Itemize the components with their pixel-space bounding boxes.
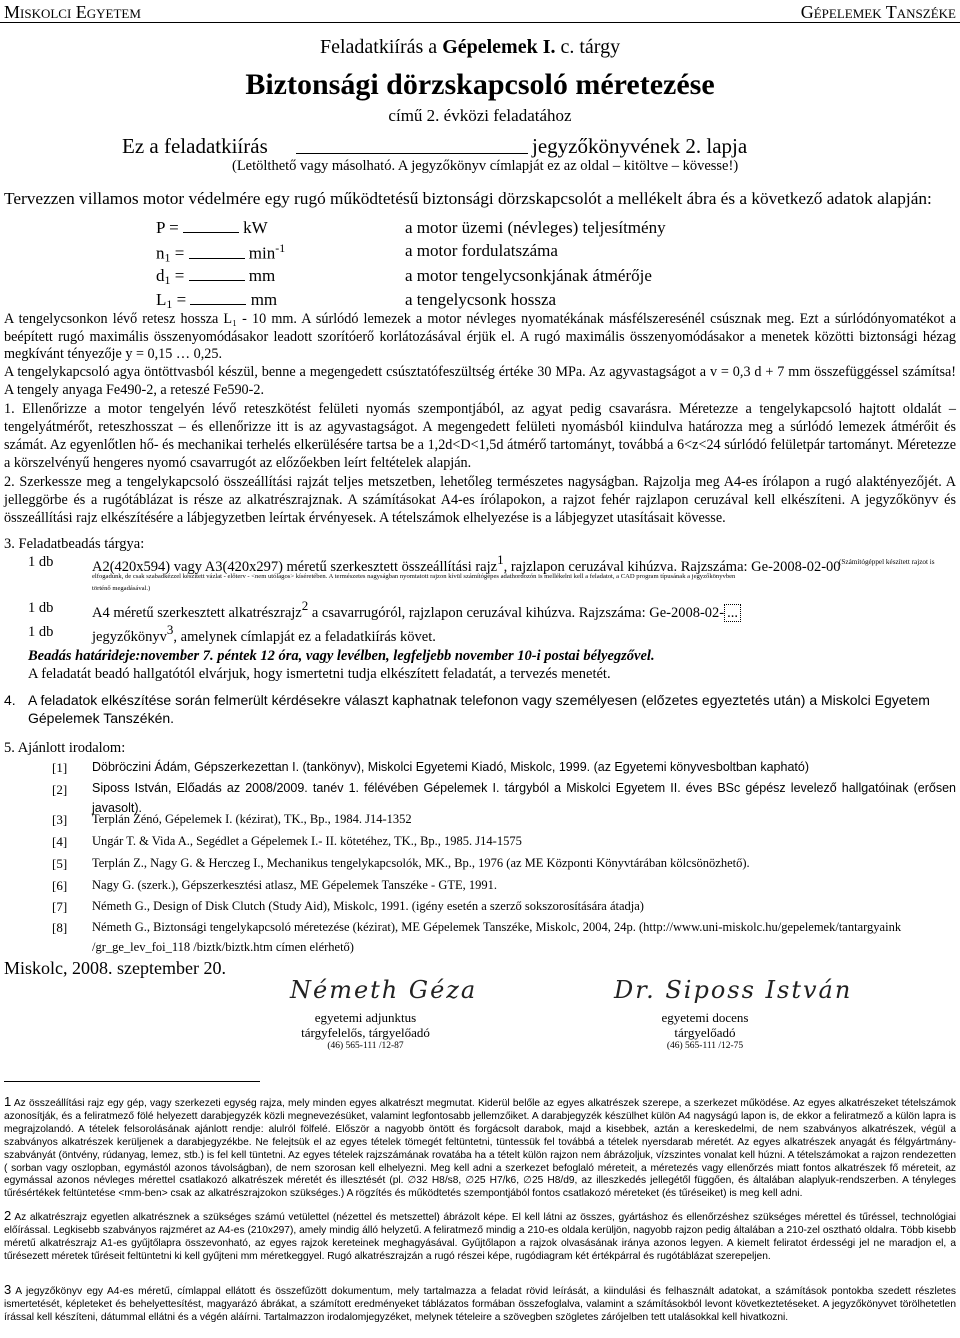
deliverable-qty: 1 db (28, 600, 54, 616)
ref-text: Siposs István, Előadás az 2008/2009. tanév 1. félévében Gépelemek I. tárgyból a Miskolci Egyetem II. éves BSc gépész levelező hallgatóinak (erősen (92, 781, 956, 795)
signer-duty: tárgyelőadó (674, 1025, 736, 1040)
drawing-number-field: ... (724, 604, 741, 622)
ez-left: Ez a feladatkiírás (122, 134, 268, 158)
deliverable-qty: 1 db (28, 554, 54, 570)
ref-number: [2] (52, 782, 68, 797)
param-desc: a motor tengelycsonkjának átmérője (405, 266, 652, 285)
item2-line: jelleggörbe és a rugótáblázat is része az alkatrészrajznak. A számításokat A4-es írólapokon, a rajzot fehér rajzlapon ceruzával kell elkészíteni. A jegyzőkönyv és (4, 492, 956, 508)
ref-text: Döbröczini Ádám, Gépszerkezettan I. (tankönyv), Miskolci Egyetemi Kiadó, Miskolc, 1999. (az Egyetemi könyvesboltban kapható) (92, 760, 809, 774)
param-subscript: 1 (164, 250, 171, 265)
footnote-3 (4, 1284, 956, 1336)
item2-line: 2. Szerkessze meg a tengelykapcsoló összeállítási rajzát teljes metszetben, lehetőleg természetes nagyságban. Rajzolja meg A4-es írólapon a rugó alaktényezőjét. A (4, 474, 956, 490)
param-subscript: 1 (164, 272, 171, 287)
item1-line: 1. Ellenőrizze a motor tengelyén lévő reteszkötést felületi nyomás szempontjából, az agyat pedig csavarásra. Méretezze a tengelykapcsoló hajtott oldalát – (4, 401, 956, 417)
param-desc: a motor üzemi (névleges) teljesítmény (405, 218, 666, 237)
param-unit: mm (250, 290, 278, 309)
footnote-number: 1 (4, 1096, 12, 1109)
deliverable-tail: , amelynek címlapját ez a feladatkiírás követ. (173, 629, 436, 646)
deliverable-report (92, 622, 436, 646)
param-subscript: 1 (166, 296, 173, 311)
param-desc: a motor fordulatszáma (405, 241, 558, 260)
ref-text-cont: javasolt). (92, 801, 143, 815)
deliverable-small-note: (Számítógéppel készített rajzot is (839, 558, 935, 566)
param-unit: min (248, 243, 276, 263)
para1-line: A tengelykapcsoló agya öntöttvasból készül, benne a megengedett csúsztatófeszültség értéke 30 MPa. Az agyvastagságot a v = 0,3 d + 7 mm összefüggéssel számítsa! (4, 364, 956, 380)
param-l1: $L_1$ = mm (156, 290, 278, 311)
ref-number: [1] (52, 760, 68, 775)
param-symbol: d (156, 266, 165, 285)
param-blank (190, 304, 246, 305)
literature-heading: 5. Ajánlott irodalom: (4, 740, 126, 756)
assignment-line (320, 36, 620, 59)
ref-number: [4] (52, 834, 68, 849)
param-blank (189, 280, 245, 281)
place-date: Miskolc, 2008. szeptember 20. (4, 958, 226, 978)
ref-text: Nagy G. (szerk.), Gépszerkesztési atlasz, ME Gépelemek Tanszéke - GTE, 1991. (92, 878, 497, 892)
deliverable-small-note: történő megadásával.) (92, 585, 151, 592)
param-d1: $d_1$ = mm (156, 266, 276, 287)
ref-text: Terplán Zénó, Gépelemek I. (kézirat), TK., Bp., 1984. J14-1352 (92, 812, 412, 826)
footnote-1 (4, 1096, 956, 1206)
signer-phone: (46) 565-111 /12-75 (666, 1041, 744, 1051)
signer-phone: (46) 565-111 /12-87 (327, 1041, 404, 1051)
department-name: Gépelemek Tanszéke (800, 2, 956, 22)
deliverable-tail: a csavarrugóról, rajzlapon ceruzával kihúzva. Rajzszáma: Ge-2008-02- (308, 605, 725, 622)
ref-text-cont: /gr_ge_lev_foi_118 /biztk/biztk.htm címen elérhető) (92, 940, 354, 954)
footnote-text: Az összeállítási rajz egy gép, vagy szerkezeti egység rajza, mely minden egyes alkatrészt megmutat. Kiderül belőle az egyes alkatrészek szerepe, a szerkezet működése. Az egyes alkatrészeket tételszámok azonosítják, és a feliratmező fölé helyezett darabjegyzék közli megnevezésüket, valamint legfontosabb jellemzőiket. A darabjegyzék készülhet külön A4 nagyságú lapon is, de ekkor a feliratmező a külön lapra is megrajzolandó. A tételek felsorolásának ajánlott rendje: alulról fölfelé. Először a nagyobb öntött és forgácsolt darabok, majd a kisebbek, aztán a kereskedelmi, de nem szabványos alkatrészek, végül a szabványos alkatrészek kerüljenek a darabjegyzékbe. Ne felejtsük el az egyes tételek tömegét feltüntetni, tüntessük fel továbbá a tételek nyersdarab méretét. Az egyes alkatrészek anyagát és félgyártmány-szabványát (öntvény, rúdanyag, lemez, stb.) is fel kell tüntetni. Az egyes tételek rajzszámának rovatába ha a tételt külön rajzon nem ábrázoljuk, vízszintes vonalat kell húzni. A tételszámokat a rajzon rendezetten ( sorban vagy oszlopban, egymástól azonos távolságban), de nem szorosan kell elhelyezni. Meg kell adni a szerkezet befoglaló méreteit, a méretezés vagy ellenőrzés miatt fontos alkatrészek fő méreteit, az egymással azonos névleges mérettel csatlakozó alkatrészek méretét és illesztését (pl. ∅32 H8/s8, ∅25 H7/k6, ∅25 H8/d9, az illeszkedés jellegétől függően, és általában alaplyuk-rendszerben. A tényleges tűrésértékek feltüntetése <mm-ben> csak az alkatrészrajzokon szükséges.) A rögzítés és működtetés szempontjából fontos csatlakozó méreteket (és tűréseiket) is meg kell adni. (4, 1098, 956, 1200)
university-name: Miskolci Egyetem (4, 2, 141, 22)
ref-number: [5] (52, 856, 68, 871)
deliverable-part-drawing (92, 598, 741, 622)
page-subtitle: című 2. évközi feladatához (388, 106, 572, 125)
signer-role: egyetemi docens (661, 1010, 749, 1025)
page-title: Biztonsági dörzskapcsoló méretezése (245, 68, 715, 101)
param-desc: a tengelycsonk hossza (405, 290, 557, 309)
param-symbol: P (156, 218, 165, 237)
deliverable-tail: , rajzlapon ceruzával kihúzva. Rajzszáma: Ge-2008-02-00 (503, 559, 841, 576)
ez-right: jegyzőkönyvének 2. lapja (532, 134, 748, 158)
param-unit: mm (248, 266, 276, 285)
course-name: Gépelemek I. (442, 36, 556, 58)
para1-line: beépített rugó maximális összenyomódásakor leadott szorítóerő korlátozásával érjük el. A rugó maximális összenyomódásakor a menetek közötti biztonsági hézag (4, 329, 956, 345)
param-blank (183, 232, 239, 233)
item4-line: A feladatok elkészítése során felmerült kérdésekre választ kaphatnak telefonon vagy személyesen (előzetes egyeztetés után) a Miskolci Egyetem (28, 692, 930, 708)
copy-note: (Letölthető vagy másolható. A jegyzőkönyv címlapját ez az oldal – kitöltve – kövesse!) (232, 158, 739, 174)
footnote-2 (4, 1210, 956, 1282)
signature-nemeth: Németh Géza (290, 976, 478, 1004)
deliverable-text: jegyzőkönyv (92, 629, 167, 646)
deliverable-text: A2(420x594) vagy A3(420x297) méretű szerkesztett összeállítási rajz (92, 559, 498, 576)
param-symbol: n (156, 243, 165, 263)
assignment-prefix: Feladatkiírás a (320, 36, 443, 58)
ref-number: [7] (52, 899, 68, 914)
param-symbol: L (156, 290, 167, 309)
footnote-ref: 3 (166, 622, 174, 637)
item2-line: összeállítási rajz elkészítésére a lábjegyzetben leírtak érvényesek. A tételszámok elhelyezése is a lábjegyzet utasításait kövesse. (4, 510, 726, 526)
assignment-suffix: c. tárgy (555, 36, 621, 58)
ref-text: Németh G., Design of Disk Clutch (Study Aid), Miskolc, 1991. (igény esetén a szerző sokszorosítására átadja) (92, 899, 644, 913)
signer-role: egyetemi adjunktus (314, 1010, 417, 1025)
item4-num: 4. (4, 692, 16, 708)
footnote-ref: 1 (497, 552, 504, 567)
para1-line: A tengely anyaga Fe490-2, a reteszé Fe590-2. (4, 382, 265, 398)
header-rule (0, 22, 960, 23)
item3-heading: 3. Feladatbeadás tárgya: (4, 536, 145, 552)
deadline: Beadás határideje:november 7. péntek 12 óra, vagy levélben, legfeljebb november 10-i postai bélyegzővel. (28, 648, 655, 664)
param-superscript: -1 (275, 241, 286, 255)
footnote-text: A jegyzőkönyv egy A4-es méretű, címlappal ellátott és összefűzött dokumentum, mely tartalmazza a feladat rövid leírását, a kiindulási és felhasznált adatokat, a számítások pontokba szedett részletes ismertetését, képleteket és behelyettesítést, magyarázó ábrákat, a számított eredményeket táblázatos formában összefoglalva, valamint a számításokból levont következtetéseket. A jegyzőkönyvet törölhetetlen írással kell készíteni, dátummal ellátni és a végén aláírni. Tartalmazzon irodalomjegyzéket, melynek tételeire a szövegben szögletes zárójelben tett utalásokkal kell hivatkozni. (4, 1286, 956, 1323)
signature-siposs: Dr. Siposs István (614, 976, 853, 1004)
param-blank (189, 258, 245, 259)
param-n1: $n_1 = \min^{-1}$ (156, 241, 286, 265)
ref-number: [3] (52, 812, 68, 827)
signer-duty: tárgyfelelős, tárgyelőadó (301, 1025, 430, 1040)
ref-number: [6] (52, 878, 68, 893)
footnote-number: 2 (4, 1210, 12, 1223)
deliverable-qty: 1 db (28, 624, 54, 640)
footnote-text: Az alkatrészrajz egyetlen alkatrésznek a szükséges számú vetülettel (nézettel és metszettel) ábrázolt képe. El kell látni az összes, gyártáshoz és ellenőrzéshez szükséges mérettel és tűréssel, technológiai előírással. Legkisebb szabványos rajzméret az A4-es (210x297), amely mindig álló helyzetű. A feliratmező mindig a 210-es oldala kerüljön, nagyobb rajzon pedig általában a 210-zel osztható oldalra. Több kisebb méretű alkatrészrajz A1-es gyűjtőlapra összevonható, az egyes rajzok kereteinek meghagyásával. Gyűjtőlapon a rajzok olvasásának iránya azonos legyen. A kiemelt feliratot érdességi jel ne maradjon el, a tűrésezett méretek tűréseit feltüntetni ki kell gyűjteni mm méretkeggyel. Rugó alkatrészrajzán a rugó részei képe, rugódiagram két értékpárral és rugótáblázat szerepeljen. (4, 1212, 956, 1262)
ez-blank (296, 153, 528, 154)
footnote-number: 3 (4, 1284, 12, 1297)
item1-line: számát. Az egyenlőtlen hő- és mechanikai terhelés elkerülésére tartsa be a 1,2d<D<1,5d átmérő tartományt, továbbá a 6<z<24 súrlódó felületpár tartományt. Méretezze (4, 437, 956, 453)
deadline-note: A feladatát beadó hallgatótól elvárjuk, hogy ismertetni tudja elkészített feladatát, a tervezés menetét. (28, 666, 611, 682)
intro-text: Tervezzen villamos motor védelmére egy rugó működtetésű biztonsági dörzskapcsolót a mellékelt ábra és a következő adatok alapján: (4, 189, 932, 208)
footnote-ref: 2 (301, 598, 309, 613)
item1-line: a körszelvényű hengeres nyomó csavarrugót az előzőekben leírt feltételek alapján. (4, 455, 472, 471)
footnote-rule (4, 1081, 260, 1082)
param-p: P = kW (156, 218, 268, 237)
ref-text: Németh G., Biztonsági tengelykapcsoló méretezése (kézirat), ME Gépelemek Tanszéke, Miskolc, 2004, 24p. (http://www.uni-miskolc.hu/gepelemek/tantargyaink (92, 920, 902, 934)
deliverable-text: A4 méretű szerkesztett alkatrészrajz (92, 605, 302, 622)
deliverable-small-note: elfogadunk, de csak szabadkézzel készített vázlat - előterv - <nem utólagos> kíséretében. A természetes nagyságban nyomtatott rajzon kívül számítógépes adathordozón is mellékelni kell a feladatot, a CAD program típusának a jegyzőkönyvben (92, 573, 736, 580)
para1-line: A tengelycsonkon lévő retesz hossza L₁ - 10 mm. A súrlódó lemezek a motor névleges nyomatékának másfélszeresénél csúsznak meg. Ezt a súrlódónyomatékot a (4, 311, 956, 327)
ref-text: Terplán Z., Nagy G. & Herczeg I., Mechanikus tengelykapcsolók, MK., Bp., 1976 (az ME Központi Könyvtárában kölcsönözhető). (92, 856, 750, 870)
ref-text: Ungár T. & Vida A., Segédlet a Gépelemek I.- II. kötetéhez, TK., Bp., 1985. J14-1575 (92, 834, 522, 848)
param-unit: kW (243, 218, 268, 237)
item1-line: tengelyátmérőt, reteszhosszat – és ellenőrizze itt is az agyvastagságot. A megengedett felületi nyomásból kiindulva határozza meg a súrlódó lemezek átmérőit és (4, 419, 956, 435)
ref-number: [8] (52, 920, 68, 935)
item4-line: Gépelemek Tanszékén. (28, 710, 175, 726)
para1-line: megkívánt tényezője y = 0,15 … 0,25. (4, 346, 223, 362)
